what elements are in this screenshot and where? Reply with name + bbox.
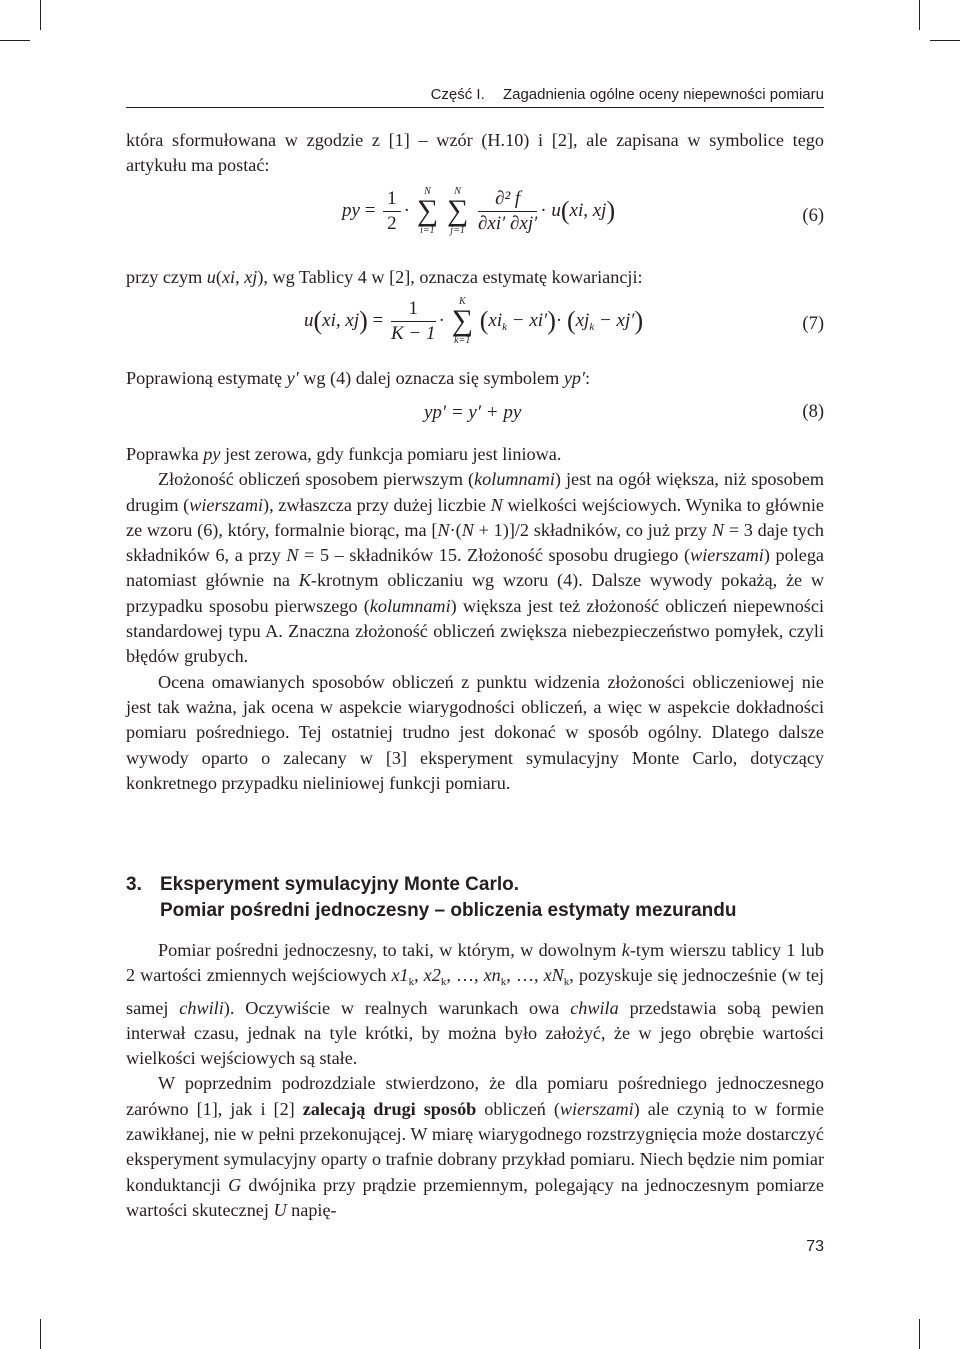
eq6-lhs: py (342, 200, 360, 221)
eq6-sum-j: N ∑ j=1 (446, 186, 469, 236)
eq7-term-2: $xj_k - xj'$ (575, 309, 635, 333)
equation-6 (126, 186, 824, 252)
eq7-dot: · (438, 310, 445, 331)
eq7-term-1: $xi_k - xi'$ (488, 309, 548, 333)
paragraph-5: Złożoność obliczeń sposobem pierwszym (kolumnami) jest na ogół większa, niż sposobem drugim (wierszami), zwłaszcza przy dużej liczbie N wielkości wejściowych. Wynika to głównie ze wzoru (6), który, formalnie biorąc, ma [N·(N + 1)]/2 składników, co już przy N = 3 daje tych składników 6, a przy N = 5 – składników 15. Złożoność sposobu drugiego (wierszami) polega natomiast głównie na K-krotnym obliczaniu wg wzoru (4). Dalsze wywody pokażą, że w przypadku sposobu pierwszego (kolumnami) większa jest też złożoność obliczeń niepewności standardowej typu A. Znaczna złożoność obliczeń zwiększa niebezpieczeństwo pomyłek, czyli błędów grubych. (126, 469, 825, 667)
eq6-lparen: ( (560, 196, 570, 225)
page-number: 73 (806, 1238, 824, 1255)
eq8-number: (8) (802, 402, 824, 422)
section-title-line-1: Eksperyment symulacyjny Monte Carlo. (160, 874, 520, 895)
eq7-lparen-1: ( (313, 306, 323, 335)
eq8-expression: yp′ = y′ + py (424, 402, 522, 423)
eq7-lparen-2: ( (479, 306, 489, 335)
eq6-rparen: ) (606, 196, 616, 225)
eq6-args: xi, xj (569, 200, 607, 221)
eq6-second-derivative: $\frac{\text{∂² f}}{\partial xi' \partial xj'}$ (478, 187, 538, 234)
paragraph-4: Poprawka py jest zerowa, gdy funkcja pomiaru jest liniowa. (126, 444, 562, 464)
paragraph-intro (126, 128, 824, 179)
running-header (126, 86, 824, 108)
crop-mark-bottom-right-v (919, 1319, 920, 1349)
crop-mark-top-right-h (930, 40, 960, 41)
paragraph-corrected-estimate (126, 366, 824, 391)
paragraph-1: która sformułowana w zgodzie z [1] – wzór (H.10) i [2], ale zapisana w symbolice tego artykułu ma postać: (126, 130, 824, 176)
eq6-sum-i: N ∑ i=1 (416, 186, 439, 236)
crop-mark-bottom-left-v (40, 1319, 41, 1349)
section-title-line-2: Pomiar pośredni jednoczesny – obliczenia estymaty mezurandu (160, 900, 737, 921)
paragraph-7: Pomiar pośredni jednoczesny, to taki, w którym, w dowolnym k-tym wierszu tablicy 1 lub 2 wartości zmiennych wejściowych $x1_k$, $x2_k$, …, $xn_k$, …, $xN_k$, pozyskuje się jednocześnie (w tej samej chwili). Oczywiście w realnych warunkach owa chwila przedstawia sobą pewien interwał czasu, jednak na tyle krótki, by można było założyć, że w jego obrębie wartości wielkości wejściowych są stałe. (126, 940, 825, 1069)
eq7-sum-k: K ∑ k=1 (451, 296, 473, 346)
eq7-number: (7) (802, 314, 824, 334)
crop-mark-top-left-h (0, 40, 30, 41)
section-number: 3. (126, 874, 142, 895)
eq6-u: u (551, 200, 561, 221)
eq6-dot: · (403, 200, 410, 221)
paragraph-8: W poprzednim podrozdziale stwierdzono, że dla pomiaru pośredniego jednoczesnego zarówno [1], jak i [2] zalecają drugi sposób obliczeń (wierszami) ale czynią to w formie zawikłanej, nie w pełni przekonującej. W miarę wiarygodnego rozstrzygnięcia może dostarczyć eksperyment symulacyjny oparty o trafnie dobrany przykład pomiaru. Niech będzie nim pomiar konduktancji G dwójnika przy prądzie przemiennym, polegający na jednoczesnym pomiarze wartości skutecznej U napię- (126, 1073, 824, 1220)
equation-7 (126, 296, 824, 358)
paragraph-2: przy czym u(xi, xj), wg Tablicy 4 w [2], oznacza estymatę kowariancji: (126, 267, 643, 287)
header-title: Zagadnienia ogólne oceny niepewności pomiaru (502, 86, 824, 103)
eq6-fraction-half: $\frac{1}{2}$ (383, 187, 401, 236)
eq6-dot-2: · (540, 200, 547, 221)
crop-mark-top-left-v (40, 0, 41, 30)
eq7-fraction: $\frac{1}{K - 1}$ (391, 297, 436, 344)
eq7-rparen-1: ) (359, 306, 368, 335)
body-text-block-1 (126, 442, 824, 796)
eq6-number: (6) (802, 206, 824, 226)
eq7-equals: = (367, 310, 388, 331)
header-part: Część I. (430, 86, 485, 103)
paragraph-3: Poprawioną estymatę y′ wg (4) dalej oznacza się symbolem yp′: (126, 368, 591, 388)
eq7-args: xi, xj (322, 310, 360, 331)
equation-8 (126, 402, 824, 430)
body-text-block-2 (126, 938, 824, 1223)
paragraph-covariance (126, 265, 824, 290)
eq7-rparen-2: ) (547, 306, 556, 335)
crop-mark-top-right-v (919, 0, 920, 30)
section-heading (126, 872, 824, 924)
eq6-equals: = (359, 200, 381, 221)
eq7-u: u (304, 310, 314, 331)
eq7-rparen-3: ) (634, 306, 644, 335)
eq7-lparen-3: ( (566, 306, 576, 335)
eq7-dot-2: · (555, 310, 563, 331)
paragraph-6: Ocena omawianych sposobów obliczeń z punktu widzenia złożoności obliczeniowej nie jest tak ważna, jak ocena w aspekcie wiarygodności obliczeń, a więc w aspekcie dokładności pomiaru pośredniego. Tej ostatniej trudno jest dokonać w sposób ogólny. Dlatego dalsze wywody oparto o zalecany w [3] eksperyment symulacyjny Monte Carlo, dotyczący konkretnego przypadku nieliniowej funkcji pomiaru. (126, 671, 824, 793)
